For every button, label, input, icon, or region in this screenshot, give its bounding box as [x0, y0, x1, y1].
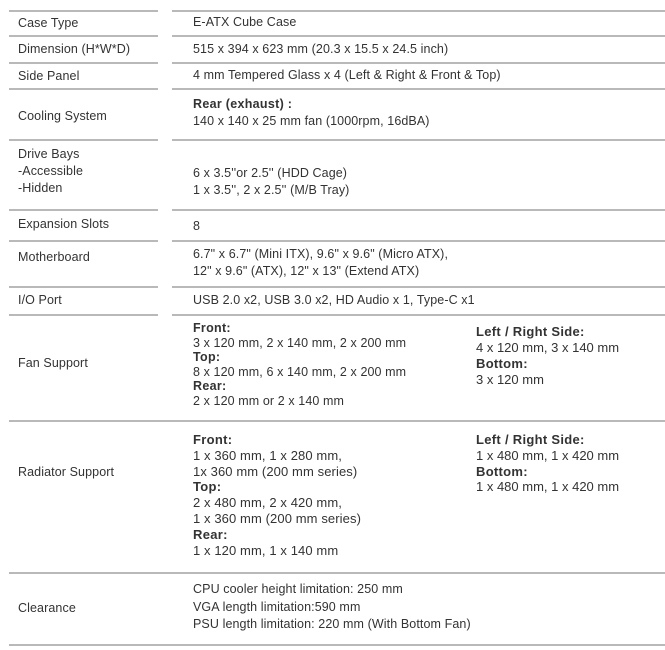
spec-line: PSU length limitation: 220 mm (With Bottom Fan) — [193, 617, 471, 631]
spec-label: Motherboard — [18, 250, 90, 264]
divider — [172, 314, 665, 316]
spec-subheading: Rear (exhaust) : — [193, 97, 293, 111]
spec-subheading: Rear: — [193, 379, 227, 393]
spec-subheading: Top: — [193, 350, 221, 364]
spec-value — [193, 246, 448, 280]
spec-subheading: Bottom: — [476, 356, 528, 371]
spec-line: 1 x 480 mm, 1 x 420 mm — [476, 447, 620, 463]
divider — [9, 10, 158, 12]
divider — [172, 286, 665, 288]
spec-line: 12" x 9.6" (ATX), 12" x 13" (Extend ATX) — [193, 264, 420, 278]
divider — [9, 88, 158, 90]
divider — [172, 88, 665, 90]
spec-value: E-ATX Cube Case — [193, 15, 297, 29]
divider — [9, 644, 665, 646]
spec-line: 2 x 120 mm or 2 x 140 mm — [193, 393, 345, 408]
spec-label: Clearance — [18, 601, 76, 615]
spec-line: 1 x 360 mm (200 mm series) — [193, 510, 362, 526]
spec-line: CPU cooler height limitation: 250 mm — [193, 582, 403, 596]
spec-label: Fan Support — [18, 356, 88, 370]
spec-value — [193, 581, 471, 634]
spec-label-line: -Accessible — [18, 164, 84, 178]
spec-subheading: Rear: — [193, 526, 228, 542]
spec-value-right — [476, 324, 619, 388]
spec-value: 515 x 394 x 623 mm (20.3 x 15.5 x 24.5 inch) — [193, 42, 449, 56]
divider — [9, 572, 665, 574]
spec-label: Dimension (H*W*D) — [18, 42, 131, 56]
divider — [172, 35, 665, 37]
spec-label-line: -Hidden — [18, 181, 63, 195]
divider — [9, 240, 158, 242]
spec-subheading: Left / Right Side: — [476, 324, 585, 339]
divider — [9, 209, 158, 211]
spec-label: I/O Port — [18, 293, 62, 307]
spec-subheading: Left / Right Side: — [476, 432, 585, 447]
spec-value: 8 — [193, 219, 201, 233]
divider — [9, 314, 158, 316]
spec-value — [193, 165, 349, 199]
spec-value: USB 2.0 x2, USB 3.0 x2, HD Audio x 1, Type-C x1 — [193, 293, 475, 307]
spec-value: 4 mm Tempered Glass x 4 (Left & Right & Front & Top) — [193, 68, 501, 82]
divider — [9, 62, 158, 64]
spec-line: VGA length limitation:590 mm — [193, 599, 361, 614]
spec-line: 4 x 120 mm, 3 x 140 mm — [476, 340, 620, 355]
spec-value — [193, 96, 430, 130]
spec-value-left — [193, 321, 406, 408]
spec-line: 1 x 3.5'', 2 x 2.5'' (M/B Tray) — [193, 183, 350, 197]
spec-label: Cooling System — [18, 109, 107, 123]
spec-line: 140 x 140 x 25 mm fan (1000rpm, 16dBA) — [193, 114, 430, 128]
divider — [172, 10, 665, 12]
spec-value-left — [193, 432, 361, 558]
spec-line: 1 x 120 mm, 1 x 140 mm — [193, 542, 339, 558]
divider — [172, 139, 665, 141]
divider — [172, 62, 665, 64]
spec-label — [18, 146, 83, 197]
spec-value-right — [476, 432, 619, 495]
spec-subheading: Front: — [193, 321, 231, 335]
spec-line: 3 x 120 mm, 2 x 140 mm, 2 x 200 mm — [193, 335, 407, 350]
spec-label-line: Drive Bays — [18, 147, 80, 161]
spec-line: 2 x 480 mm, 2 x 420 mm, — [193, 495, 342, 511]
spec-subheading: Top: — [193, 479, 222, 495]
spec-label: Expansion Slots — [18, 217, 110, 231]
divider — [172, 240, 665, 242]
spec-line: 6 x 3.5''or 2.5'' (HDD Cage) — [193, 166, 348, 180]
divider — [172, 209, 665, 211]
spec-label: Case Type — [18, 16, 79, 30]
divider — [9, 420, 665, 422]
spec-line: 8 x 120 mm, 6 x 140 mm, 2 x 200 mm — [193, 364, 407, 379]
divider — [9, 35, 158, 37]
spec-line: 1 x 480 mm, 1 x 420 mm — [476, 479, 620, 495]
spec-line: 1x 360 mm (200 mm series) — [193, 463, 358, 479]
spec-label: Side Panel — [18, 69, 80, 83]
spec-line: 3 x 120 mm — [476, 372, 544, 387]
spec-subheading: Front: — [193, 432, 233, 447]
spec-line: 6.7" x 6.7" (Mini ITX), 9.6" x 9.6" (Micro ATX), — [193, 247, 449, 261]
divider — [9, 286, 158, 288]
divider — [9, 139, 158, 141]
spec-subheading: Bottom: — [476, 463, 528, 479]
spec-label: Radiator Support — [18, 465, 115, 479]
spec-line: 1 x 360 mm, 1 x 280 mm, — [193, 447, 342, 463]
